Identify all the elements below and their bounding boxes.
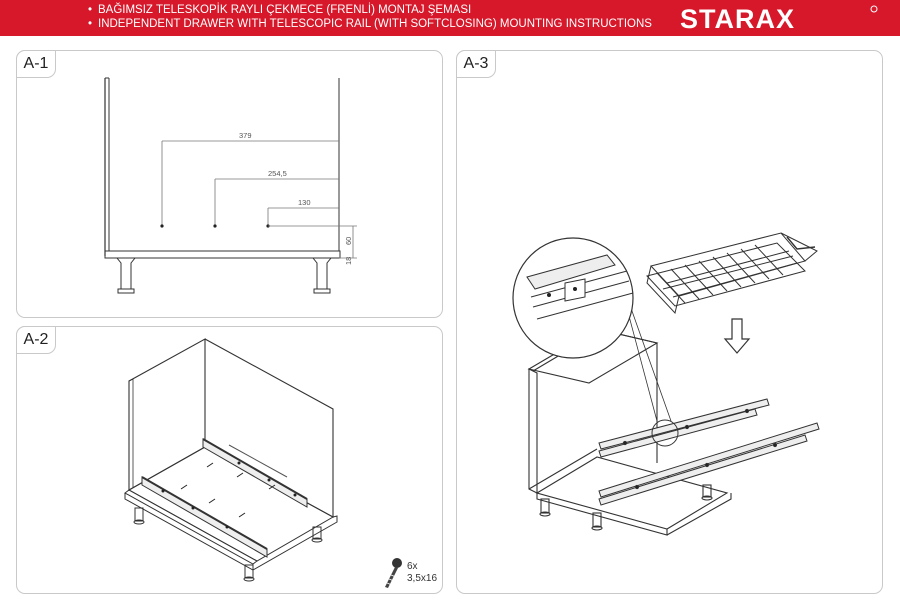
leg-right bbox=[313, 258, 331, 293]
starax-logo bbox=[680, 4, 880, 32]
down-arrow bbox=[725, 319, 749, 353]
rail-front bbox=[142, 477, 267, 557]
panel-a2-label: A-2 bbox=[16, 326, 56, 354]
registered-icon bbox=[871, 6, 877, 12]
dim-18: 18 bbox=[344, 256, 353, 265]
leg-front-left bbox=[134, 508, 144, 524]
title-english: • INDEPENDENT DRAWER WITH TELESCOPIC RAIL (WITH SOFTCLOSING) MOUNTING INSTRUCTIONS bbox=[88, 18, 652, 30]
header-bar bbox=[0, 0, 900, 36]
wire-basket bbox=[647, 233, 817, 313]
panel-a3 bbox=[456, 50, 883, 594]
dim-254-5: 254,5 bbox=[268, 169, 287, 178]
dim-130: 130 bbox=[298, 198, 311, 207]
panel-a1 bbox=[16, 50, 443, 318]
panel-a3-label: A-3 bbox=[456, 50, 496, 78]
cabinet-side-drawing bbox=[17, 51, 442, 317]
dim-379: 379 bbox=[239, 131, 252, 140]
cabinet-a3 bbox=[529, 329, 731, 535]
screw-callout bbox=[381, 557, 441, 593]
screw-icon bbox=[381, 557, 405, 591]
screw-qty: 6x bbox=[407, 561, 418, 572]
panel-a1-label: A-1 bbox=[16, 50, 56, 78]
screw-size: 3,5x16 bbox=[407, 573, 438, 584]
header-titles bbox=[88, 3, 652, 31]
drawer-install-drawing bbox=[457, 51, 882, 593]
dim-60: 60 bbox=[344, 236, 353, 245]
brand-text: STARAX bbox=[680, 4, 796, 32]
title-turkish: • BAĞIMSIZ TELESKOPİK RAYLI ÇEKMECE (FRENLİ) MONTAJ ŞEMASI bbox=[88, 4, 472, 16]
rail-back bbox=[203, 439, 307, 507]
cabinet-isometric-rails bbox=[17, 327, 442, 593]
detail-zoom-circle bbox=[513, 238, 633, 358]
panel-a2 bbox=[16, 326, 443, 594]
leg-back-right bbox=[312, 527, 322, 542]
leg-left bbox=[117, 258, 135, 293]
